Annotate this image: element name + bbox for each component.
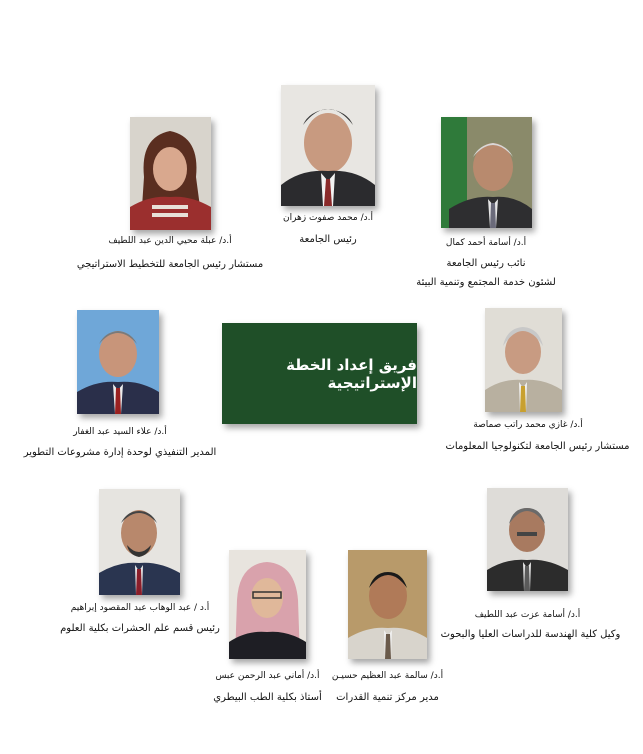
member-title: وكيل كلية الهندسة للدراسات العليا والبحوث [440, 629, 621, 640]
member-photo-ghazi [485, 308, 562, 412]
member-photo-osama-kamal [441, 117, 532, 228]
member-name: أ.د/ أسامة أحمد كمال [445, 238, 527, 248]
member-title-line2: لشئون خدمة المجتمع وتنمية البيئة [416, 277, 556, 288]
member-name: أ.د/ أماني عبد الرحمن عبس [215, 671, 320, 681]
member-title: مستشار رئيس الجامعة لتكنولوجيا المعلومات [445, 441, 630, 452]
member-title: نائب رئيس الجامعة [446, 258, 526, 269]
member-photo-salama [348, 550, 427, 659]
member-name: أ.د/ عبلة محيي الدين عبد اللطيف [108, 236, 232, 246]
member-photo-osama-ezzat [487, 488, 568, 591]
member-title: رئيس قسم علم الحشرات بكلية العلوم [60, 623, 220, 634]
member-name: أ.د/ أسامة عزت عبد اللطيف [474, 610, 581, 620]
member-name: أ.د/ غازي محمد راتب صماصة [473, 420, 583, 430]
page-title: فريق إعداد الخطة الإستراتيجية [286, 355, 417, 392]
member-name: أ.د/ محمد صفوت زهران [282, 213, 374, 223]
member-photo-president [281, 85, 375, 206]
strategic-plan-title-box [222, 323, 417, 424]
member-name: أ.د / عبد الوهاب عبد المقصود إبراهيم [70, 603, 210, 613]
member-name: أ.د/ سالمة عبد العظيم حسيـن [331, 671, 444, 681]
member-photo-amany [229, 550, 306, 659]
member-title: أستاذ بكلية الطب البيطري [213, 692, 322, 703]
member-title: مدير مركز تنمية القدرات [336, 692, 439, 703]
member-photo-abdelwahab [99, 489, 180, 595]
member-name: أ.د/ علاء السيد عبد الغفار [73, 427, 167, 437]
member-title: المدير التنفيذي لوحدة إدارة مشروعات التطوير [23, 447, 217, 458]
member-photo-alaa [77, 310, 159, 414]
member-title: رئيس الجامعة [299, 234, 357, 245]
member-photo-abla [130, 117, 211, 230]
member-title: مستشار رئيس الجامعة للتخطيط الاستراتيجي [76, 259, 264, 270]
